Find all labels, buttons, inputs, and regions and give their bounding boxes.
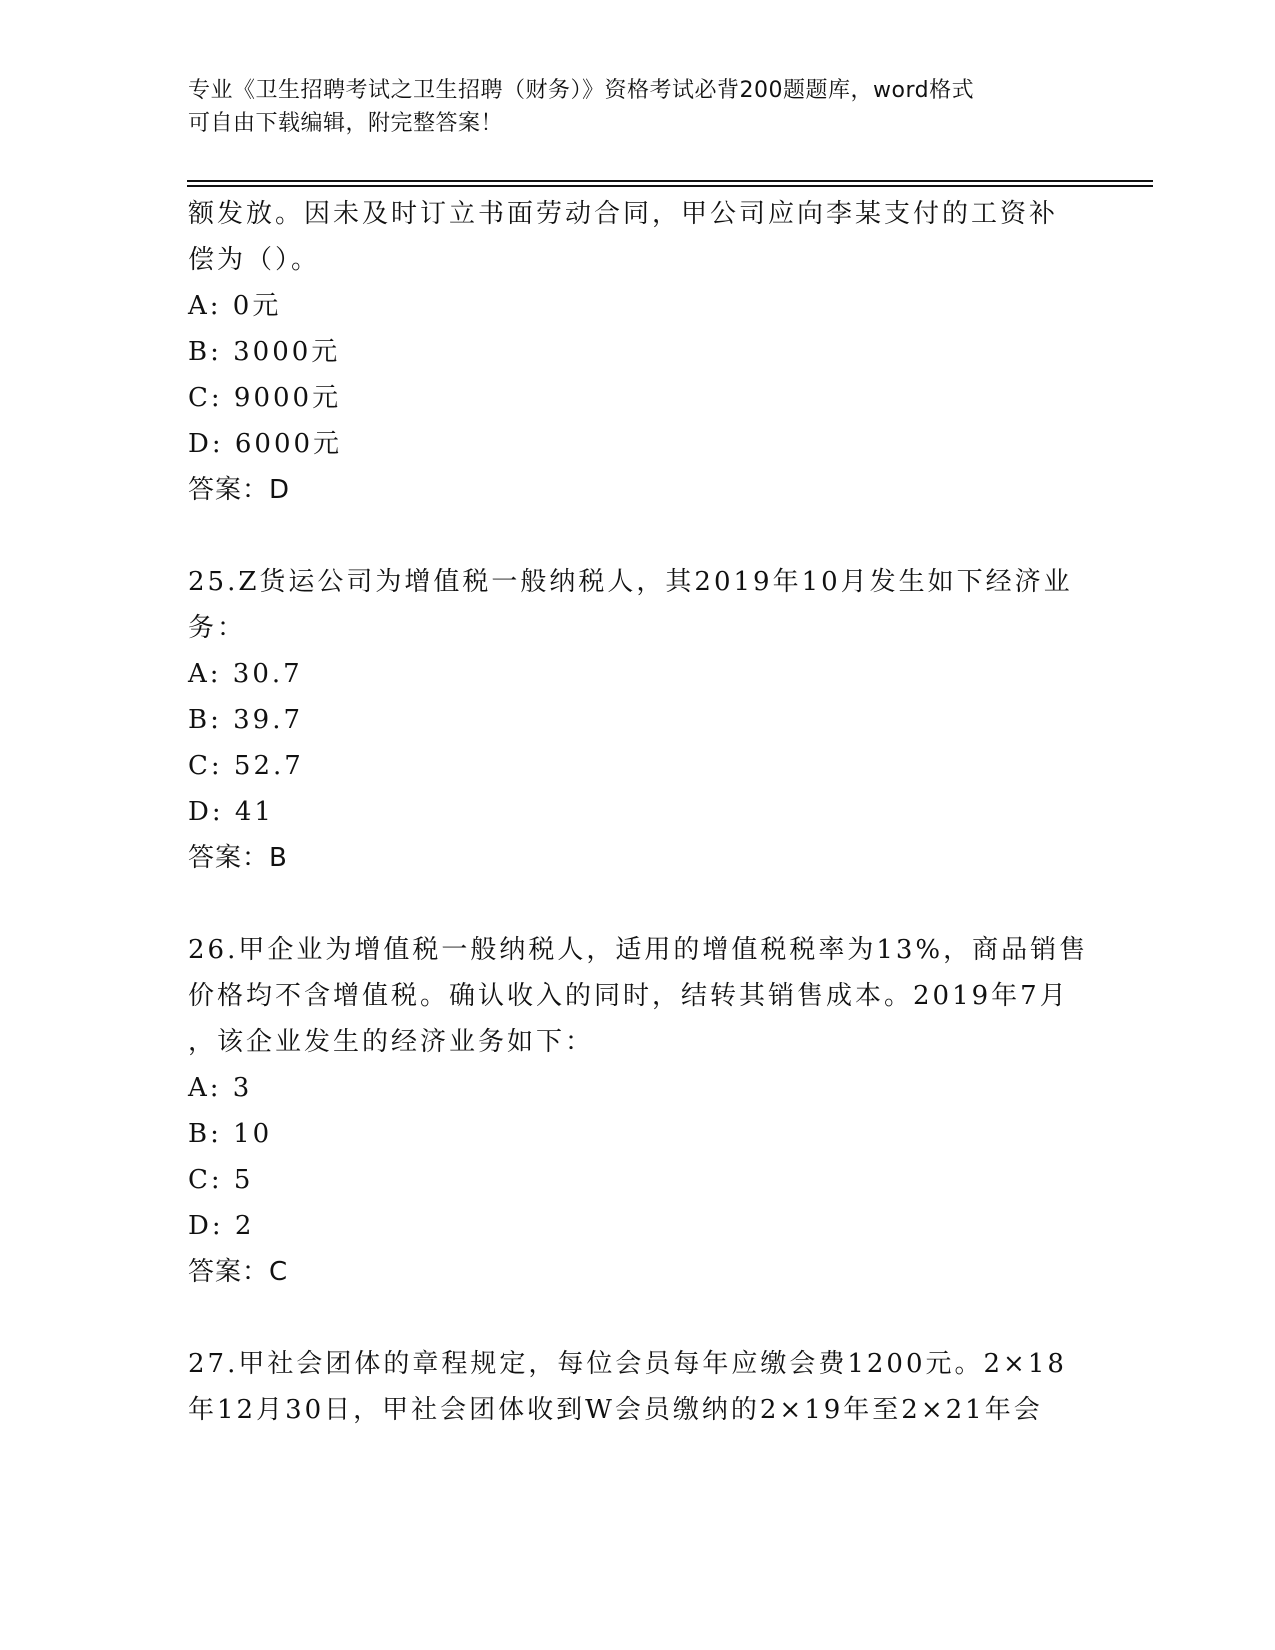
option-c: C: 52.7: [188, 751, 304, 781]
question-spacer: [188, 1295, 1078, 1341]
answer-line: 答案：C: [188, 1257, 289, 1287]
question-item: [188, 927, 1089, 1295]
option-d: D: 41: [188, 797, 274, 827]
question-stem-line: 26.甲企业为增值税一般纳税人，适用的增值税税率为13%，商品销售: [188, 935, 1089, 965]
option-a: A: 30.7: [188, 659, 303, 689]
header-title-line-1: 专业《卫生招聘考试之卫生招聘（财务）》资格考试必背200题题库，word格式: [188, 78, 975, 103]
header-divider-bottom: [187, 185, 1153, 187]
option-d: D: 6000元: [188, 429, 343, 459]
option-c: C: 5: [188, 1165, 254, 1195]
question-stem-line: 年12月30日，甲社会团体收到W会员缴纳的2×19年至2×21年会: [188, 1395, 1043, 1425]
question-item: [188, 559, 1078, 881]
header-title-line-2: 可自由下载编辑，附完整答案！: [188, 111, 504, 136]
question-stem-line: 务：: [188, 613, 247, 643]
question-stem-line: ，该企业发生的经济业务如下：: [188, 1027, 595, 1057]
option-b: B: 10: [188, 1119, 273, 1149]
option-b: B: 39.7: [188, 705, 304, 735]
answer-line: 答案：D: [188, 475, 291, 505]
header-divider-top: [187, 180, 1153, 182]
question-stem-line: 25.Z货运公司为增值税一般纳税人，其2019年10月发生如下经济业: [188, 567, 1073, 597]
option-a: A: 3: [188, 1073, 253, 1103]
option-c: C: 9000元: [188, 383, 342, 413]
question-stem-line: 偿为（）。: [188, 245, 321, 275]
document-header: [188, 74, 1068, 140]
question-spacer: [188, 881, 1078, 927]
question-stem-line: 额发放。因未及时订立书面劳动合同，甲公司应向李某支付的工资补: [188, 199, 1059, 229]
question-stem-line: 27.甲社会团体的章程规定，每位会员每年应缴会费1200元。2×18: [188, 1349, 1067, 1379]
question-spacer: [188, 513, 1078, 559]
question-item: [188, 1341, 1078, 1433]
option-a: A: 0元: [188, 291, 282, 321]
option-b: B: 3000元: [188, 337, 341, 367]
answer-line: 答案：B: [188, 843, 288, 873]
option-d: D: 2: [188, 1211, 255, 1241]
question-stem-line: 价格均不含增值税。确认收入的同时，结转其销售成本。2019年7月: [188, 981, 1069, 1011]
question-list: [188, 191, 1089, 1433]
question-item: [188, 191, 1078, 513]
